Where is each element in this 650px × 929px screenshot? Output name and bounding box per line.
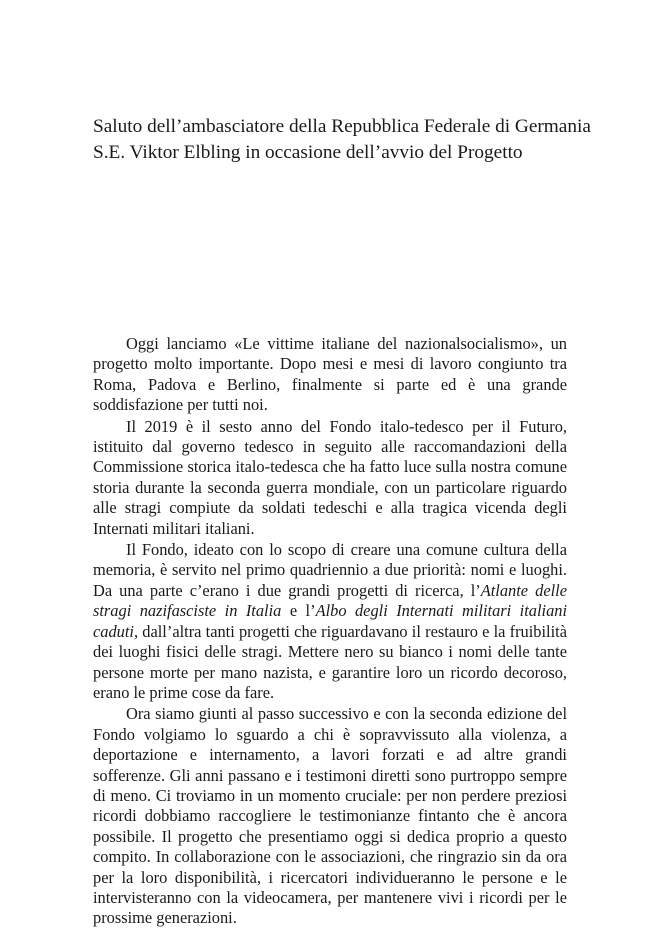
atlante-title: Atlante delle stragi nazifasciste in Italia (93, 580, 567, 621)
albo-title: Albo degli Internati militari italiani caduti (93, 601, 568, 641)
paragraph-1: Oggi lanciamo «Le vittime italiane del nazionalsocialismo», un progetto molto importante. Dopo mesi e mesi di lavoro congiunto tra Roma, Padova e Berlino, finalmente si parte ed è una grande soddisfazione per tutti noi. (93, 334, 567, 415)
heading-line-2: S.E. Viktor Elbling in occasione dell’avvio del Progetto (93, 142, 523, 163)
page-heading (93, 114, 591, 166)
heading-line-1: Saluto dell’ambasciatore della Repubblica Federale di Germania (93, 116, 591, 137)
paragraph-4: Ora siamo giunti al passo successivo e con la seconda edizione del Fondo volgiamo lo sguardo a chi è sopravvissuto alla violenza, a deportazione e internamento, a lavori forzati e ad altre grandi sofferenze. Gli anni passano e i testimoni diretti sono purtroppo sempre di meno. Ci troviamo in un momento cruciale: per non perdere preziosi ricordi dobbiamo raccogliere le testimonianze fintanto che è ancora possibile. Il progetto che presentiamo oggi si dedica proprio a questo compito. In collaborazione con le associazioni, che ringrazio sin da ora per la loro disponibilità, i ricercatori individueranno le persone e le intervisteranno con la videocamera, per mantenere vivi i ricordi per le prossime generazioni. (93, 704, 567, 928)
paragraph-3-text-c: e l’ (281, 601, 316, 621)
body-text (93, 334, 567, 929)
paragraph-3-text-a: Il Fondo, ideato con lo scopo di creare una comune cultura della memoria, è servito nel primo quadriennio a due priorità: nomi e luoghi. Da una parte c’erano i due grandi progetti di ricerca, l’ (93, 540, 567, 600)
paragraph-3-text-e: , dall’altra tanti progetti che riguardavano il restauro e la fruibilità dei luoghi fisici delle stragi. Mettere nero su bianco i nomi delle tante persone morte per mano nazista, e garantire loro un ricordo decoroso, erano le prime cose da fare. (93, 621, 567, 702)
paragraph-2: Il 2019 è il sesto anno del Fondo italo-tedesco per il Futuro, istituito dal governo tedesco in seguito alle raccomandazioni della Commissione storica italo-tedesca che ha fatto luce sulla nostra comune storia durante la seconda guerra mondiale, con un particolare riguardo alle stragi compiute da soldati tedeschi e alla tragica vicenda degli Internati militari italiani. (93, 416, 567, 538)
paragraph-3 (93, 540, 567, 703)
